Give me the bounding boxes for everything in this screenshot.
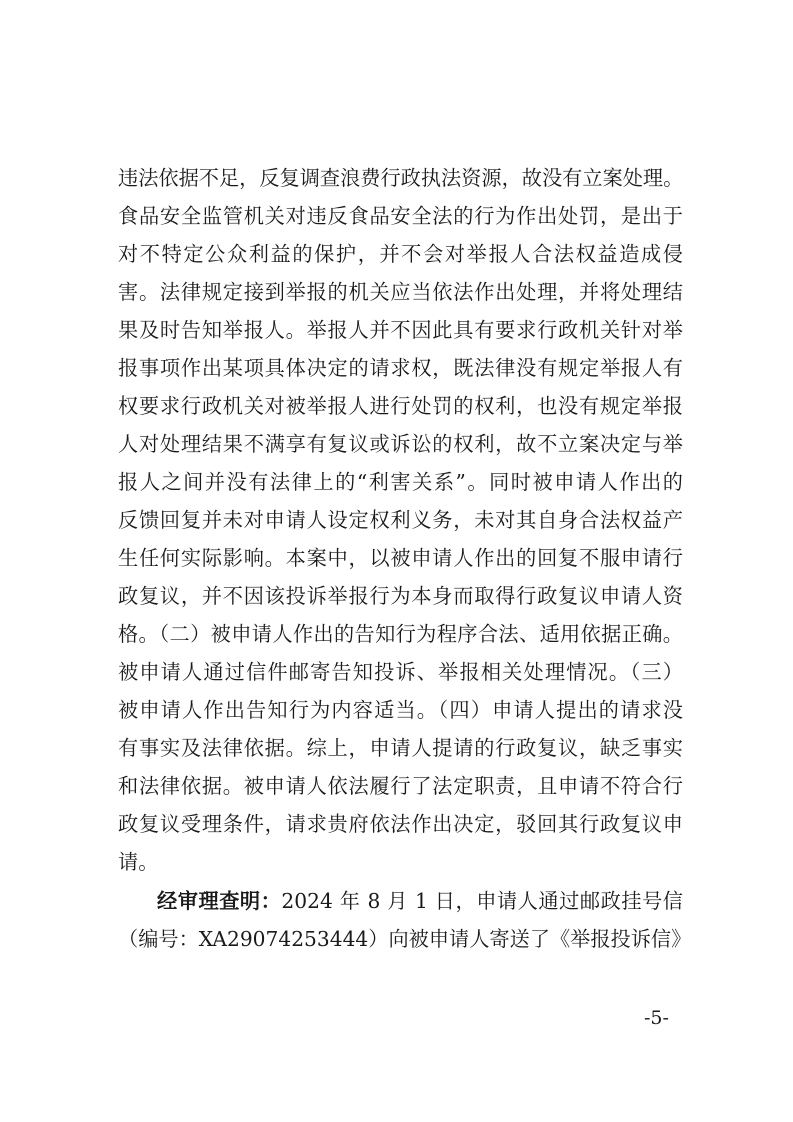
- body-line-17: 和法律依据。被申请人依法履行了法定职责，且申请不符合行: [118, 774, 683, 798]
- body-line-7: 权要求行政机关对被举报人进行处罚的权利，也没有规定举报: [118, 394, 683, 418]
- body-line-14: 被申请人通过信件邮寄告知投诉、举报相关处理情况。（三）: [118, 660, 683, 684]
- body-line-9: 报人之间并没有法律上的“利害关系”。同时被申请人作出的: [118, 470, 683, 494]
- body-line-2: 食品安全监管机关对违反食品安全法的行为作出处罚，是出于: [118, 204, 683, 228]
- body-line-18: 政复议受理条件，请求贵府依法作出决定，驳回其行政复议申: [118, 812, 683, 836]
- finding-paragraph-line-2: （编号：XA29074253444）向被申请人寄送了《举报投诉信》: [118, 927, 692, 951]
- body-line-3: 对不特定公众利益的保护，并不会对举报人合法权益造成侵: [118, 242, 683, 266]
- body-line-13: 格。（二）被申请人作出的告知行为程序合法、适用依据正确。: [118, 622, 683, 646]
- body-line-12: 政复议，并不因该投诉举报行为本身而取得行政复议申请人资: [118, 584, 683, 608]
- body-line-4: 害。法律规定接到举报的机关应当依法作出处理，并将处理结: [118, 280, 683, 304]
- body-line-16: 有事实及法律依据。综上，申请人提请的行政复议，缺乏事实: [118, 736, 683, 760]
- body-line-6: 报事项作出某项具体决定的请求权，既法律没有规定举报人有: [118, 356, 683, 380]
- finding-label: 经审理查明：: [157, 889, 282, 913]
- finding-paragraph-line-1: [157, 886, 683, 916]
- body-line-5: 果及时告知举报人。举报人并不因此具有要求行政机关针对举: [118, 318, 683, 342]
- body-line-15: 被申请人作出告知行为内容适当。（四）申请人提出的请求没: [118, 698, 683, 722]
- body-line-11: 生任何实际影响。本案中，以被申请人作出的回复不服申请行: [118, 546, 683, 570]
- body-line-1: 违法依据不足，反复调查浪费行政执法资源，故没有立案处理。: [118, 166, 684, 190]
- finding-text-1: 2024 年 8 月 1 日，申请人通过邮政挂号信: [281, 889, 683, 913]
- body-line-19: 请。: [118, 850, 159, 874]
- body-line-10: 反馈回复并未对申请人设定权利义务，未对其自身合法权益产: [118, 508, 683, 532]
- page-number: -5-: [644, 1007, 669, 1029]
- body-line-8: 人对处理结果不满享有复议或诉讼的权利，故不立案决定与举: [118, 432, 683, 456]
